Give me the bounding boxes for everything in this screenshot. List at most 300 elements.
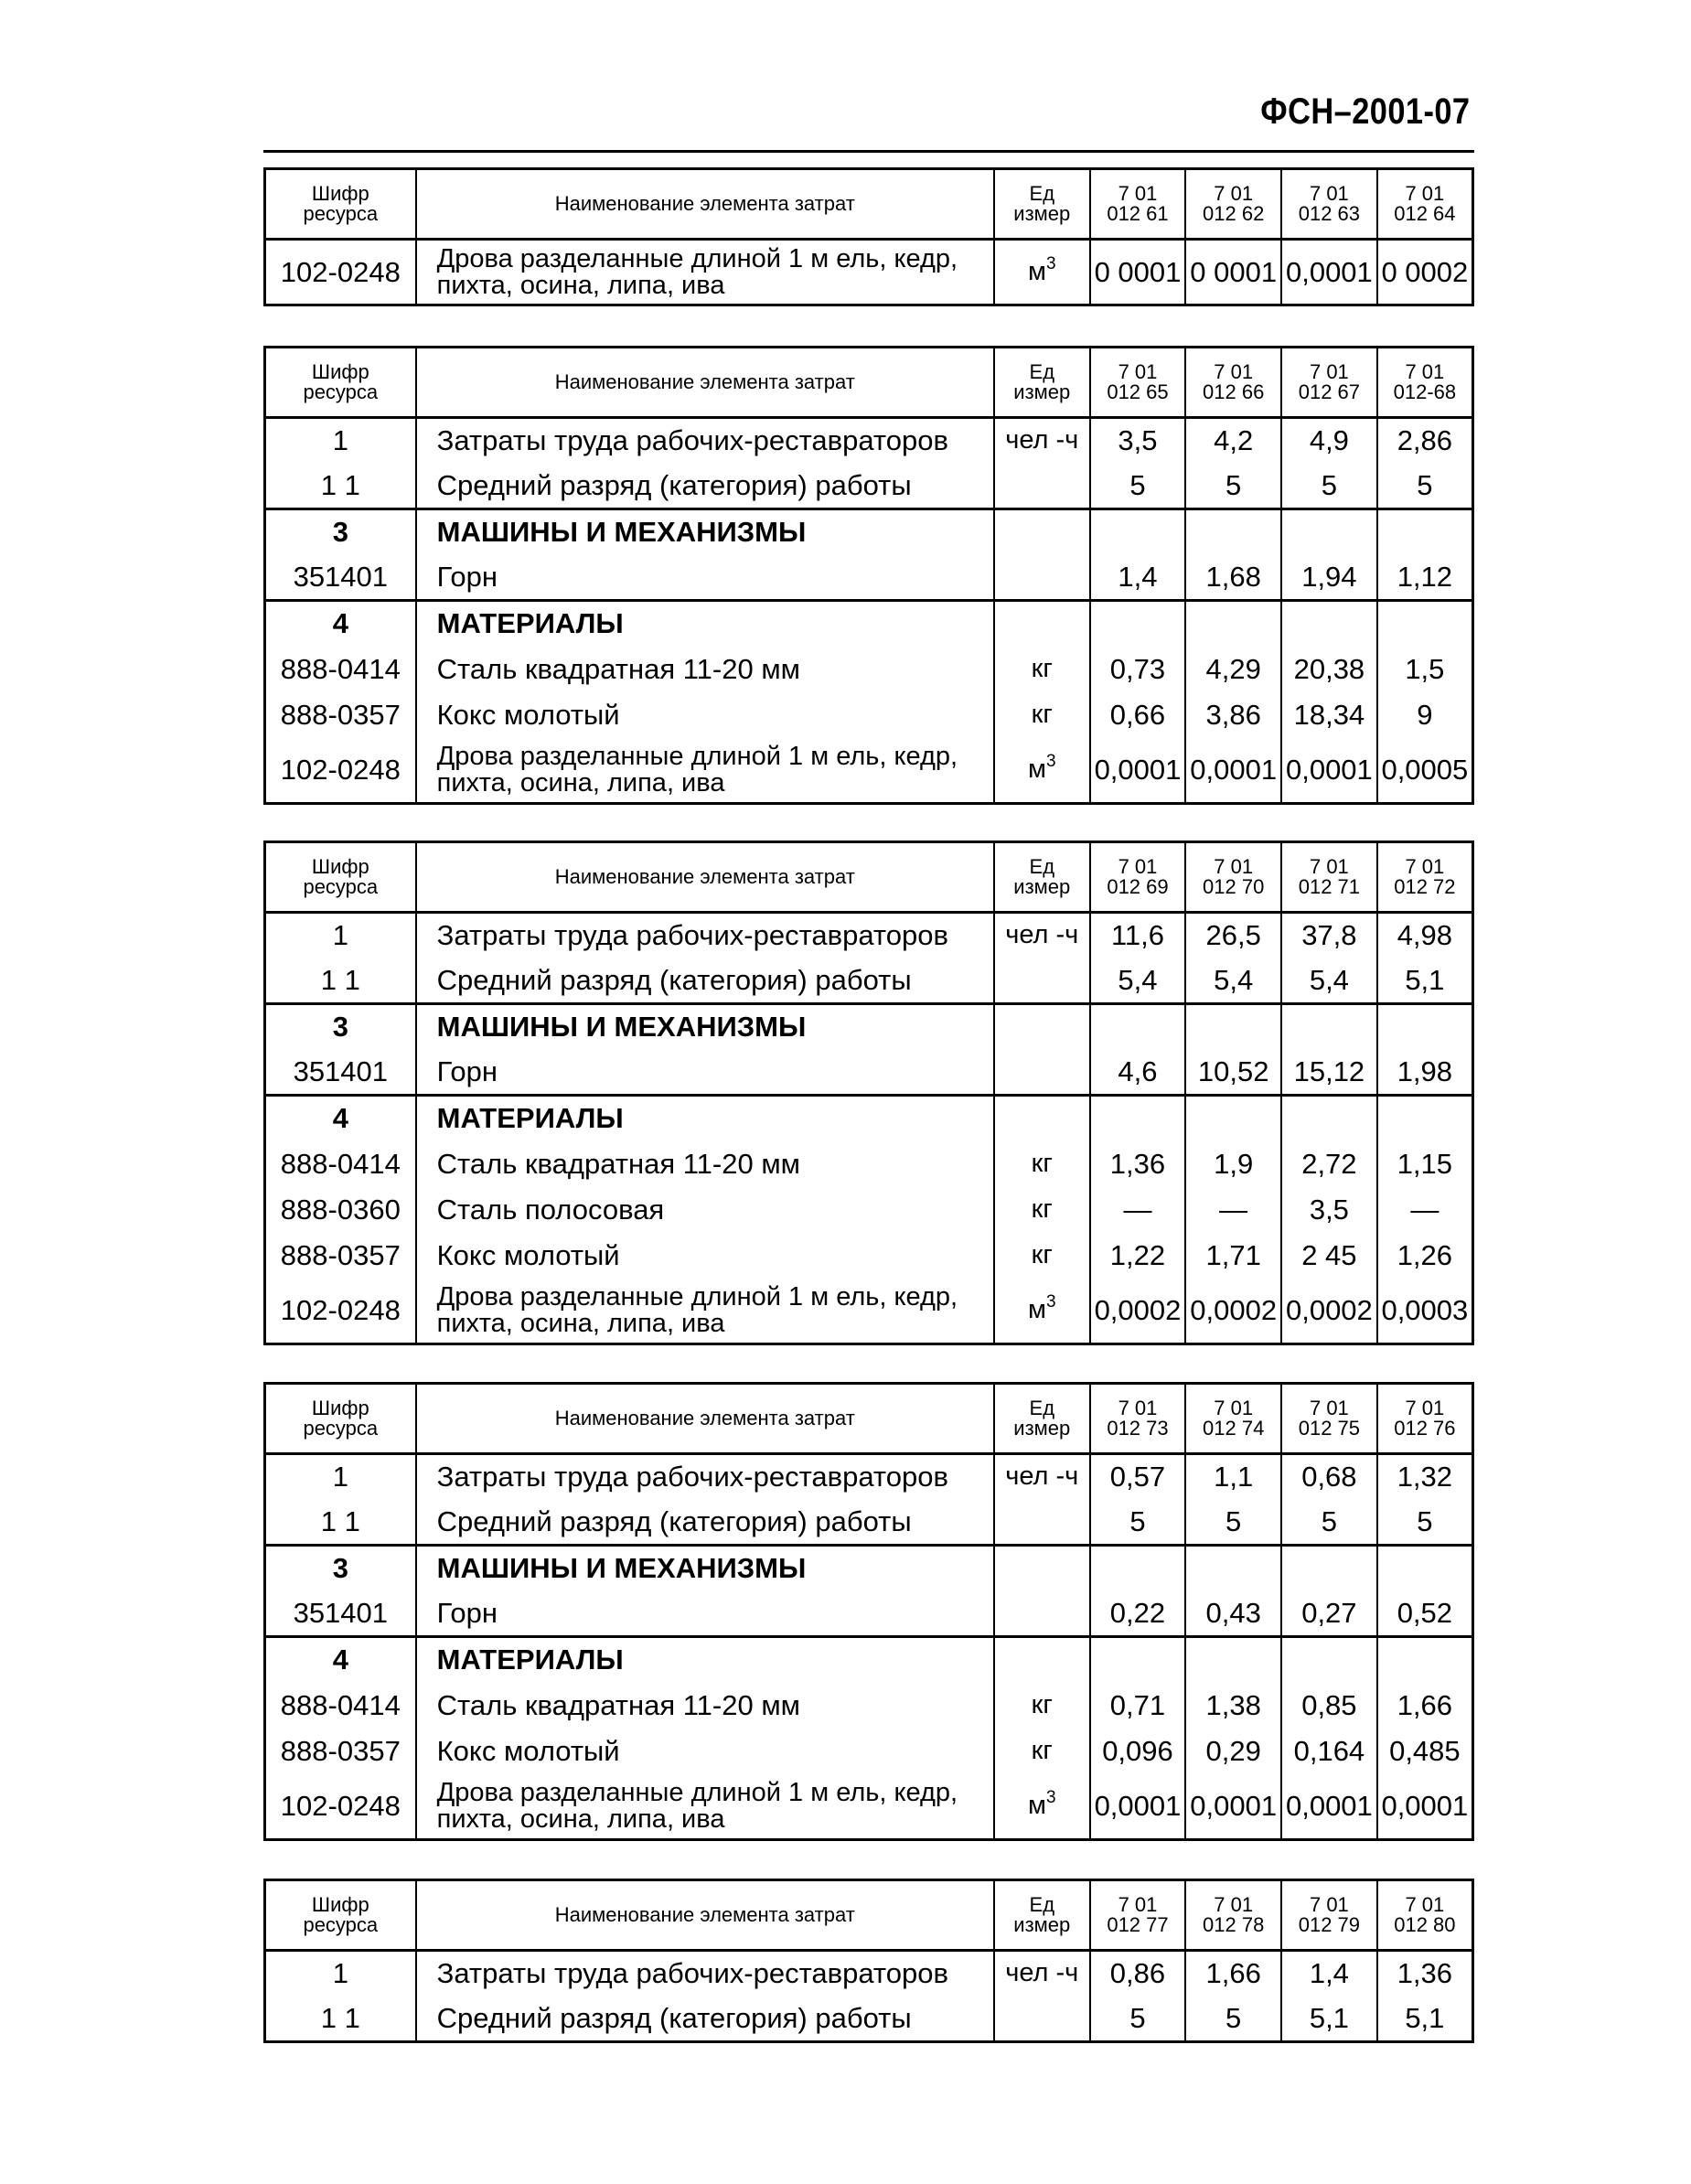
name-line: Дрова разделанные длиной 1 м ель, кедр, <box>436 1282 958 1312</box>
value-cell: 0,0001 <box>1090 1774 1186 1840</box>
value-cell: 0,0002 <box>1185 1279 1281 1344</box>
group-title-cell: МАТЕРИАЛЫ <box>416 1637 994 1683</box>
name-cell: Затраты труда рабочих-реставраторов <box>416 1951 994 1997</box>
unit-cell <box>994 464 1090 509</box>
norm-code-line: 7 01 <box>1118 181 1158 205</box>
value-cell: 4,98 <box>1377 913 1473 958</box>
header-cipher-line: Шифр <box>311 181 369 205</box>
unit-superscript: 3 <box>1045 751 1056 771</box>
header-name-cell: Наименование элемента затрат <box>416 348 994 418</box>
value-cell: — <box>1185 1187 1281 1233</box>
name-cell: Средний разряд (категория) работы <box>416 464 994 509</box>
table-header-row <box>265 169 1473 240</box>
name-line: Дрова разделанные длиной 1 м ель, кедр, <box>436 742 958 772</box>
norm-code-line: 7 01 <box>1309 359 1349 383</box>
name-cell: Сталь квадратная 11-20 мм <box>416 1683 994 1729</box>
unit-cell <box>994 1454 1090 1500</box>
value-cell: 1,66 <box>1185 1951 1281 1997</box>
norm-code-line: 7 01 <box>1405 359 1445 383</box>
header-norm-code-cell <box>1185 1880 1281 1951</box>
header-unit-cell <box>994 1384 1090 1454</box>
empty-cell <box>1185 509 1281 555</box>
norm-code-line: 7 01 <box>1118 854 1158 878</box>
value-cell: 0,0001 <box>1090 738 1186 804</box>
header-cipher-cell <box>265 169 416 240</box>
empty-cell <box>1090 1637 1186 1683</box>
value-cell: 4,29 <box>1185 647 1281 692</box>
norm-code-line: 012 71 <box>1298 875 1361 898</box>
value-cell: 2,86 <box>1377 418 1473 464</box>
unit-text: кг <box>1031 1735 1053 1765</box>
unit-cell <box>994 1500 1090 1546</box>
value-cell: 10,52 <box>1185 1050 1281 1096</box>
group-title-cell: МАШИНЫ И МЕХАНИЗМЫ <box>416 509 994 555</box>
norm-code-line: 012 61 <box>1107 202 1169 225</box>
norm-code-line: 012-68 <box>1393 380 1457 403</box>
norm-code-line: 012 62 <box>1203 202 1265 225</box>
unit-text: чел -ч <box>1005 425 1079 455</box>
header-cipher-line: ресурса <box>303 380 379 403</box>
value-cell: 1,32 <box>1377 1454 1473 1500</box>
unit-cell <box>994 1233 1090 1279</box>
unit-cell <box>994 738 1090 804</box>
norm-code-line: 012 76 <box>1394 1417 1456 1440</box>
value-cell: 0,73 <box>1090 647 1186 692</box>
value-cell: 3,86 <box>1185 692 1281 738</box>
group-title-cell: МАШИНЫ И МЕХАНИЗМЫ <box>416 1004 994 1050</box>
norm-code-line: 7 01 <box>1405 854 1445 878</box>
unit-cell <box>994 1279 1090 1344</box>
header-unit-line: измер <box>1013 380 1071 403</box>
group-row <box>265 601 1473 647</box>
cipher-cell: 888-0414 <box>280 1147 401 1180</box>
cipher-cell: 102-0248 <box>280 255 401 288</box>
unit-cell <box>994 240 1090 305</box>
value-cell: 0,57 <box>1090 1454 1186 1500</box>
empty-cell <box>1090 601 1186 647</box>
name-cell: Средний разряд (категория) работы <box>416 1500 994 1546</box>
unit-cell <box>994 1951 1090 1997</box>
unit-cell <box>994 1591 1090 1637</box>
value-cell: 5,4 <box>1281 958 1377 1004</box>
header-norm-code-cell <box>1281 348 1377 418</box>
value-cell: 5 <box>1185 1997 1281 2042</box>
header-norm-code-cell <box>1090 842 1186 913</box>
empty-cell <box>1281 1637 1377 1683</box>
unit-text: кг <box>1031 653 1053 683</box>
cipher-cell: 102-0248 <box>280 753 401 786</box>
norm-code-line: 7 01 <box>1405 181 1445 205</box>
name-line: пихта, осина, липа, ива <box>436 767 725 798</box>
group-cipher-cell: 4 <box>265 1637 416 1683</box>
value-cell: 0 0001 <box>1185 240 1281 305</box>
value-cell: 0,68 <box>1281 1454 1377 1500</box>
norms-table <box>263 840 1474 1345</box>
header-norm-code-cell <box>1281 1880 1377 1951</box>
name-cell: Кокс молотый <box>416 1233 994 1279</box>
norm-code-line: 012 80 <box>1394 1913 1456 1936</box>
group-row <box>265 1096 1473 1141</box>
cipher-cell: 1 1 <box>320 1504 360 1537</box>
empty-cell <box>1090 509 1186 555</box>
value-cell: 5 <box>1185 1500 1281 1546</box>
name-cell: Сталь полосовая <box>416 1187 994 1233</box>
unit-text: кг <box>1031 1194 1053 1224</box>
header-norm-code-cell <box>1090 1384 1186 1454</box>
value-cell: 5,4 <box>1185 958 1281 1004</box>
unit-cell <box>994 1187 1090 1233</box>
value-cell: 5,1 <box>1281 1997 1377 2042</box>
value-cell: 4,9 <box>1281 418 1377 464</box>
norm-code-line: 7 01 <box>1405 1892 1445 1916</box>
header-name-cell: Наименование элемента затрат <box>416 842 994 913</box>
cipher-cell: 351401 <box>293 560 389 593</box>
norm-code-line: 012 64 <box>1394 202 1456 225</box>
value-cell: 5,1 <box>1377 1997 1473 2042</box>
value-cell: 0,27 <box>1281 1591 1377 1637</box>
value-cell: 2,72 <box>1281 1141 1377 1187</box>
cipher-cell: 102-0248 <box>280 1293 401 1326</box>
value-cell: 1,38 <box>1185 1683 1281 1729</box>
value-cell: 5,1 <box>1377 958 1473 1004</box>
header-unit-line: Ед <box>1029 181 1055 205</box>
value-cell: 0,0002 <box>1281 1279 1377 1344</box>
value-cell: 3,5 <box>1281 1187 1377 1233</box>
table-header-row <box>265 1384 1473 1454</box>
value-cell: 1,12 <box>1377 555 1473 601</box>
cipher-cell: 351401 <box>293 1055 389 1087</box>
value-cell: — <box>1090 1187 1186 1233</box>
empty-cell <box>994 601 1090 647</box>
cipher-cell: 888-0414 <box>280 652 401 685</box>
header-cipher-line: Шифр <box>311 1892 369 1916</box>
value-cell: 0,0003 <box>1377 1279 1473 1344</box>
norm-code-line: 7 01 <box>1118 1892 1158 1916</box>
norm-code-line: 7 01 <box>1309 1892 1349 1916</box>
unit-cell <box>994 418 1090 464</box>
empty-cell <box>1090 1096 1186 1141</box>
group-row <box>265 1637 1473 1683</box>
empty-cell <box>994 1096 1090 1141</box>
value-cell: 0,29 <box>1185 1729 1281 1774</box>
header-norm-code-cell <box>1090 348 1186 418</box>
table-row <box>265 1500 1473 1546</box>
group-row <box>265 1004 1473 1050</box>
cipher-cell: 888-0357 <box>280 1238 401 1271</box>
unit-text: м <box>1028 256 1046 286</box>
value-cell: 37,8 <box>1281 913 1377 958</box>
header-norm-code-cell <box>1281 1384 1377 1454</box>
empty-cell <box>1185 1004 1281 1050</box>
header-name-cell: Наименование элемента затрат <box>416 169 994 240</box>
value-cell: 1,5 <box>1377 647 1473 692</box>
value-cell: 5 <box>1090 464 1186 509</box>
cipher-cell: 888-0360 <box>280 1193 401 1226</box>
norm-code-line: 7 01 <box>1214 854 1254 878</box>
name-cell: Горн <box>416 1591 994 1637</box>
value-cell: 15,12 <box>1281 1050 1377 1096</box>
norm-code-line: 7 01 <box>1309 1396 1349 1419</box>
empty-cell <box>1185 1096 1281 1141</box>
unit-text: чел -ч <box>1005 1461 1079 1492</box>
table-row <box>265 1729 1473 1774</box>
header-unit-line: измер <box>1013 202 1071 225</box>
cipher-cell: 1 1 <box>320 963 360 996</box>
empty-cell <box>1281 1096 1377 1141</box>
cipher-cell: 1 1 <box>320 468 360 501</box>
table-row <box>265 1997 1473 2042</box>
value-cell: 0,66 <box>1090 692 1186 738</box>
header-unit-line: Ед <box>1029 359 1055 383</box>
empty-cell <box>1185 1546 1281 1591</box>
header-norm-code-cell <box>1090 169 1186 240</box>
unit-text: м <box>1028 754 1046 784</box>
empty-cell <box>1281 601 1377 647</box>
header-cipher-line: Шифр <box>311 1396 369 1419</box>
empty-cell <box>1377 1096 1473 1141</box>
header-unit-cell <box>994 169 1090 240</box>
name-cell <box>416 1774 994 1840</box>
table-row <box>265 240 1473 305</box>
group-cipher-cell: 4 <box>265 1096 416 1141</box>
value-cell: 1,9 <box>1185 1141 1281 1187</box>
value-cell: 0,0001 <box>1185 1774 1281 1840</box>
header-unit-cell <box>994 1880 1090 1951</box>
norms-table <box>263 1382 1474 1841</box>
name-line: пихта, осина, липа, ива <box>436 1804 725 1834</box>
unit-cell <box>994 555 1090 601</box>
empty-cell <box>1281 509 1377 555</box>
empty-cell <box>1377 509 1473 555</box>
norms-table <box>263 1879 1474 2043</box>
value-cell: 1,1 <box>1185 1454 1281 1500</box>
name-cell: Средний разряд (категория) работы <box>416 958 994 1004</box>
norm-code-line: 012 78 <box>1203 1913 1265 1936</box>
value-cell: 2 45 <box>1281 1233 1377 1279</box>
value-cell: 1,4 <box>1281 1951 1377 1997</box>
norm-code-line: 012 79 <box>1298 1913 1361 1936</box>
empty-cell <box>994 509 1090 555</box>
norm-code-line: 012 67 <box>1298 380 1361 403</box>
norm-code-line: 012 74 <box>1203 1417 1265 1440</box>
table-row <box>265 1683 1473 1729</box>
header-unit-cell <box>994 842 1090 913</box>
header-norm-code-cell <box>1185 842 1281 913</box>
name-line: Дрова разделанные длиной 1 м ель, кедр, <box>436 244 958 274</box>
unit-text: кг <box>1031 1239 1053 1269</box>
value-cell: 1,98 <box>1377 1050 1473 1096</box>
name-cell: Средний разряд (категория) работы <box>416 1997 994 2042</box>
unit-text: м <box>1028 1294 1046 1324</box>
value-cell: 5 <box>1281 464 1377 509</box>
group-row <box>265 509 1473 555</box>
header-norm-code-cell <box>1377 1384 1473 1454</box>
value-cell: 0,485 <box>1377 1729 1473 1774</box>
table-row <box>265 1951 1473 1997</box>
group-title-cell: МАШИНЫ И МЕХАНИЗМЫ <box>416 1546 994 1591</box>
name-line: Дрова разделанные длиной 1 м ель, кедр, <box>436 1778 958 1808</box>
empty-cell <box>1185 1637 1281 1683</box>
value-cell: 1,94 <box>1281 555 1377 601</box>
table-row <box>265 738 1473 804</box>
name-cell: Кокс молотый <box>416 1729 994 1774</box>
header-cipher-cell <box>265 1880 416 1951</box>
name-cell: Сталь квадратная 11-20 мм <box>416 647 994 692</box>
header-unit-line: измер <box>1013 875 1071 898</box>
empty-cell <box>1185 601 1281 647</box>
header-norm-code-cell <box>1185 348 1281 418</box>
header-norm-code-cell <box>1185 169 1281 240</box>
value-cell: 0,52 <box>1377 1591 1473 1637</box>
name-cell: Горн <box>416 555 994 601</box>
value-cell: 0,0001 <box>1185 738 1281 804</box>
name-cell: Затраты труда рабочих-реставраторов <box>416 913 994 958</box>
header-norm-code-cell <box>1377 1880 1473 1951</box>
unit-superscript: 3 <box>1045 253 1056 273</box>
empty-cell <box>994 1546 1090 1591</box>
value-cell: 5 <box>1377 464 1473 509</box>
header-norm-code-cell <box>1377 348 1473 418</box>
norm-code-line: 7 01 <box>1309 854 1349 878</box>
table-row <box>265 1454 1473 1500</box>
unit-superscript: 3 <box>1045 1291 1056 1311</box>
value-cell: 0,0005 <box>1377 738 1473 804</box>
norm-code-line: 7 01 <box>1118 359 1158 383</box>
table-row <box>265 692 1473 738</box>
header-cipher-cell <box>265 1384 416 1454</box>
norm-code-line: 012 70 <box>1203 875 1265 898</box>
value-cell: 1,4 <box>1090 555 1186 601</box>
header-unit-cell <box>994 348 1090 418</box>
norm-code-line: 012 73 <box>1107 1417 1169 1440</box>
cipher-cell: 1 <box>332 424 348 457</box>
value-cell: 0,0002 <box>1090 1279 1186 1344</box>
unit-cell <box>994 1997 1090 2042</box>
value-cell: 1,26 <box>1377 1233 1473 1279</box>
value-cell: 20,38 <box>1281 647 1377 692</box>
value-cell: 5 <box>1090 1500 1186 1546</box>
norm-code-line: 012 75 <box>1298 1417 1361 1440</box>
cipher-cell: 888-0357 <box>280 698 401 731</box>
group-cipher-cell: 3 <box>265 1004 416 1050</box>
header-cipher-line: ресурса <box>303 1913 379 1936</box>
value-cell: 1,36 <box>1377 1951 1473 1997</box>
empty-cell <box>1377 1637 1473 1683</box>
value-cell: 1,68 <box>1185 555 1281 601</box>
header-norm-code-cell <box>1377 842 1473 913</box>
value-cell: 18,34 <box>1281 692 1377 738</box>
unit-cell <box>994 913 1090 958</box>
value-cell: 3,5 <box>1090 418 1186 464</box>
empty-cell <box>1090 1004 1186 1050</box>
value-cell: 1,36 <box>1090 1141 1186 1187</box>
cipher-cell: 888-0414 <box>280 1688 401 1721</box>
header-norm-code-cell <box>1090 1880 1186 1951</box>
unit-cell <box>994 692 1090 738</box>
name-line: пихта, осина, липа, ива <box>436 270 725 300</box>
name-cell <box>416 738 994 804</box>
header-unit-line: измер <box>1013 1417 1071 1440</box>
unit-cell <box>994 1729 1090 1774</box>
norm-code-line: 7 01 <box>1309 181 1349 205</box>
table-row <box>265 1774 1473 1840</box>
empty-cell <box>994 1637 1090 1683</box>
table-row <box>265 418 1473 464</box>
value-cell: 0,0001 <box>1281 738 1377 804</box>
table-row <box>265 647 1473 692</box>
name-cell <box>416 240 994 305</box>
value-cell: 0,85 <box>1281 1683 1377 1729</box>
value-cell: 1,22 <box>1090 1233 1186 1279</box>
header-name-cell: Наименование элемента затрат <box>416 1880 994 1951</box>
norm-code-line: 7 01 <box>1214 359 1254 383</box>
group-title-cell: МАТЕРИАЛЫ <box>416 601 994 647</box>
table-row <box>265 464 1473 509</box>
unit-text: чел -ч <box>1005 920 1079 950</box>
unit-cell <box>994 1774 1090 1840</box>
cipher-cell: 1 <box>332 919 348 952</box>
unit-cell <box>994 958 1090 1004</box>
value-cell: 0,71 <box>1090 1683 1186 1729</box>
value-cell: 1,66 <box>1377 1683 1473 1729</box>
table-row <box>265 1141 1473 1187</box>
norm-code-line: 012 65 <box>1107 380 1169 403</box>
table-header-row <box>265 348 1473 418</box>
header-cipher-line: ресурса <box>303 1417 379 1440</box>
header-cipher-line: Шифр <box>311 359 369 383</box>
value-cell: 0,86 <box>1090 1951 1186 1997</box>
group-title-cell: МАТЕРИАЛЫ <box>416 1096 994 1141</box>
norm-code-line: 7 01 <box>1214 1396 1254 1419</box>
value-cell: 0,164 <box>1281 1729 1377 1774</box>
value-cell: 0 0002 <box>1377 240 1473 305</box>
header-norm-code-cell <box>1281 169 1377 240</box>
name-cell: Затраты труда рабочих-реставраторов <box>416 418 994 464</box>
empty-cell <box>1377 1546 1473 1591</box>
name-cell: Кокс молотый <box>416 692 994 738</box>
norm-code-line: 7 01 <box>1405 1396 1445 1419</box>
norm-code-line: 012 69 <box>1107 875 1169 898</box>
name-cell: Сталь квадратная 11-20 мм <box>416 1141 994 1187</box>
header-cipher-cell <box>265 842 416 913</box>
unit-cell <box>994 1050 1090 1096</box>
document-code: ФСН–2001-07 <box>1259 91 1470 132</box>
value-cell: 0,0001 <box>1281 240 1377 305</box>
cipher-cell: 351401 <box>293 1596 389 1629</box>
name-cell <box>416 1279 994 1344</box>
name-cell: Затраты труда рабочих-реставраторов <box>416 1454 994 1500</box>
value-cell: 4,2 <box>1185 418 1281 464</box>
header-cipher-cell <box>265 348 416 418</box>
norm-code-line: 012 72 <box>1394 875 1456 898</box>
unit-cell <box>994 1141 1090 1187</box>
name-line: пихта, осина, липа, ива <box>436 1308 725 1338</box>
table-row <box>265 958 1473 1004</box>
value-cell: 0,0001 <box>1281 1774 1377 1840</box>
norms-table <box>263 167 1474 306</box>
cipher-cell: 1 1 <box>320 2001 360 2034</box>
value-cell: 26,5 <box>1185 913 1281 958</box>
table-row <box>265 1233 1473 1279</box>
empty-cell <box>1281 1546 1377 1591</box>
table-row <box>265 1279 1473 1344</box>
value-cell: 4,6 <box>1090 1050 1186 1096</box>
header-cipher-line: ресурса <box>303 202 379 225</box>
empty-cell <box>1377 601 1473 647</box>
empty-cell <box>1377 1004 1473 1050</box>
norm-code-line: 012 63 <box>1298 202 1361 225</box>
value-cell: 5 <box>1281 1500 1377 1546</box>
